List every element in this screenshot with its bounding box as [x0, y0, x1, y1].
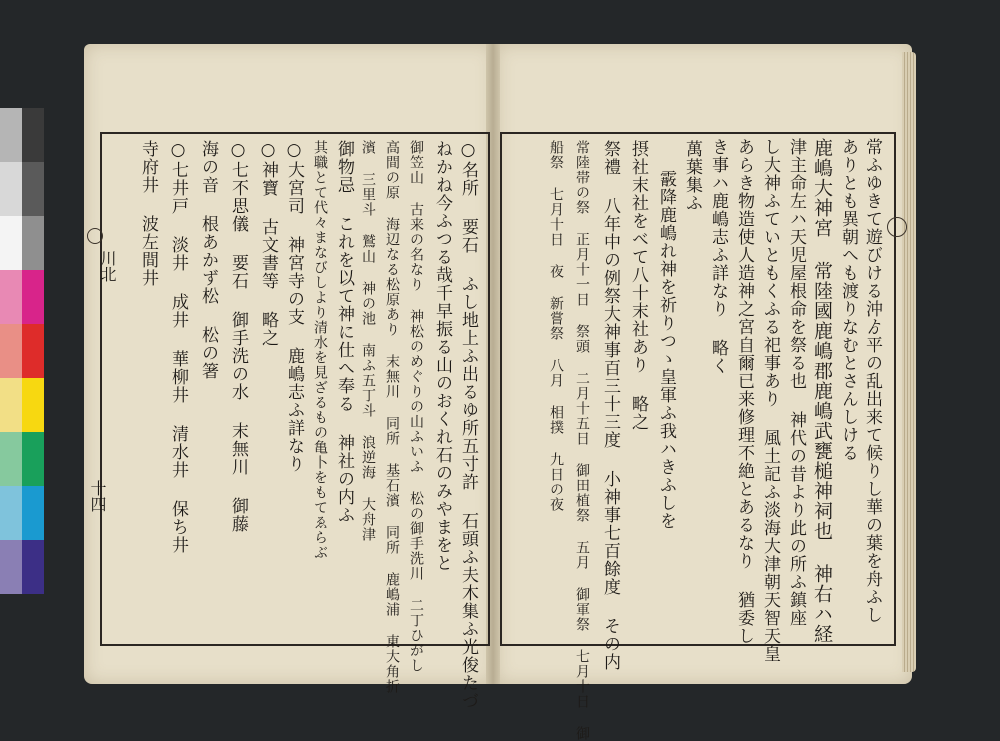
- text-column: ○大宮司 神宮寺の支 鹿嶋志ふ詳なり: [284, 140, 304, 473]
- text-column: 船祭 七月十日 夜 新嘗祭 八月 相撲 九日の夜: [548, 140, 564, 512]
- text-column: 常陸帯の祭 正月十一日 祭頭 二月十五日 御田植祭 五月 御軍祭 七月十日 御: [574, 140, 590, 741]
- text-column: あらき物造使人造神之宮自爾已来修理不絶とあるなり 猶委し: [734, 138, 754, 645]
- text-column: 海の音 根あかず松 松の箸: [198, 140, 218, 380]
- text-column: 津主命左ハ天児屋根命を祭る也 神代の昔より此の所ふ鎮座: [786, 138, 806, 627]
- text-column: 鹿嶋大神宮 常陸國鹿嶋郡鹿嶋武甕槌神祠也 神右ハ経: [811, 138, 833, 644]
- page-edges: [902, 52, 916, 672]
- color-calibration-strip: [0, 108, 44, 594]
- text-column: ○七井戸 淡井 成井 華柳井 清水井 保ち井: [168, 140, 188, 554]
- text-column: ありとも異朝へも渡りなむとさんしける: [838, 138, 858, 462]
- text-column: ○七不思儀 要石 御手洗の水 末無川 御藤: [228, 140, 248, 533]
- text-column: 御物忌 これを以て神に仕へ奉る 神社の内ふ: [334, 140, 354, 524]
- text-column: 常ふゆきて遊びける沖ゟ平の乱出来て候りし華の葉を舟ふし: [862, 138, 882, 624]
- text-column: 其職とて代々まなびしより清水を見ざるもの亀卜をもてゑらぶ: [312, 140, 328, 560]
- text-column: ○名所 要石 ふし地上ふ出るゆ所五寸許 石頭ふ夫木集ふ光俊たづ: [458, 140, 478, 710]
- seal-mark: [87, 228, 103, 244]
- folio-number: 十四: [88, 480, 107, 512]
- text-column: ねかね今ふつる哉千早振る山のおくれ石のみやまをと: [432, 140, 452, 572]
- text-column: 萬葉集ふ: [682, 140, 702, 212]
- seal-mark: [887, 217, 907, 237]
- text-column: 霰降鹿嶋れ神を祈りつゝ皇軍ふ我ハきふしを: [656, 170, 676, 530]
- text-column: 濱 三里斗 鷲山 神の池 南ふ五丁斗 浪逆海 大舟津: [360, 140, 376, 542]
- text-column: し大神ふていともくふる祀事あり 風土記ふ淡海大津朝天智天皇: [760, 138, 780, 663]
- text-column: 摂社末社をべて八十末社あり 略之: [628, 140, 648, 431]
- text-column: 祭禮 八年中の例祭大神事百三十三度 小神事七百餘度 その内: [600, 140, 620, 671]
- text-column: ○神寶 古文書等 略之: [258, 140, 278, 347]
- text-column: 高間の原 海辺なる松原あり 末無川 同所 基石濱 同所 鹿嶋浦 東大角折: [384, 140, 400, 694]
- text-column: き事ハ鹿嶋志ふ詳なり 略く: [708, 138, 728, 375]
- text-column: 寺府井 波左間井: [138, 140, 158, 287]
- folio-title: 川北: [98, 250, 117, 282]
- text-column: 御笠山 古来の名なり 神松のめぐりの山ふいふ 松の御手洗川 二丁ひがし: [408, 140, 424, 673]
